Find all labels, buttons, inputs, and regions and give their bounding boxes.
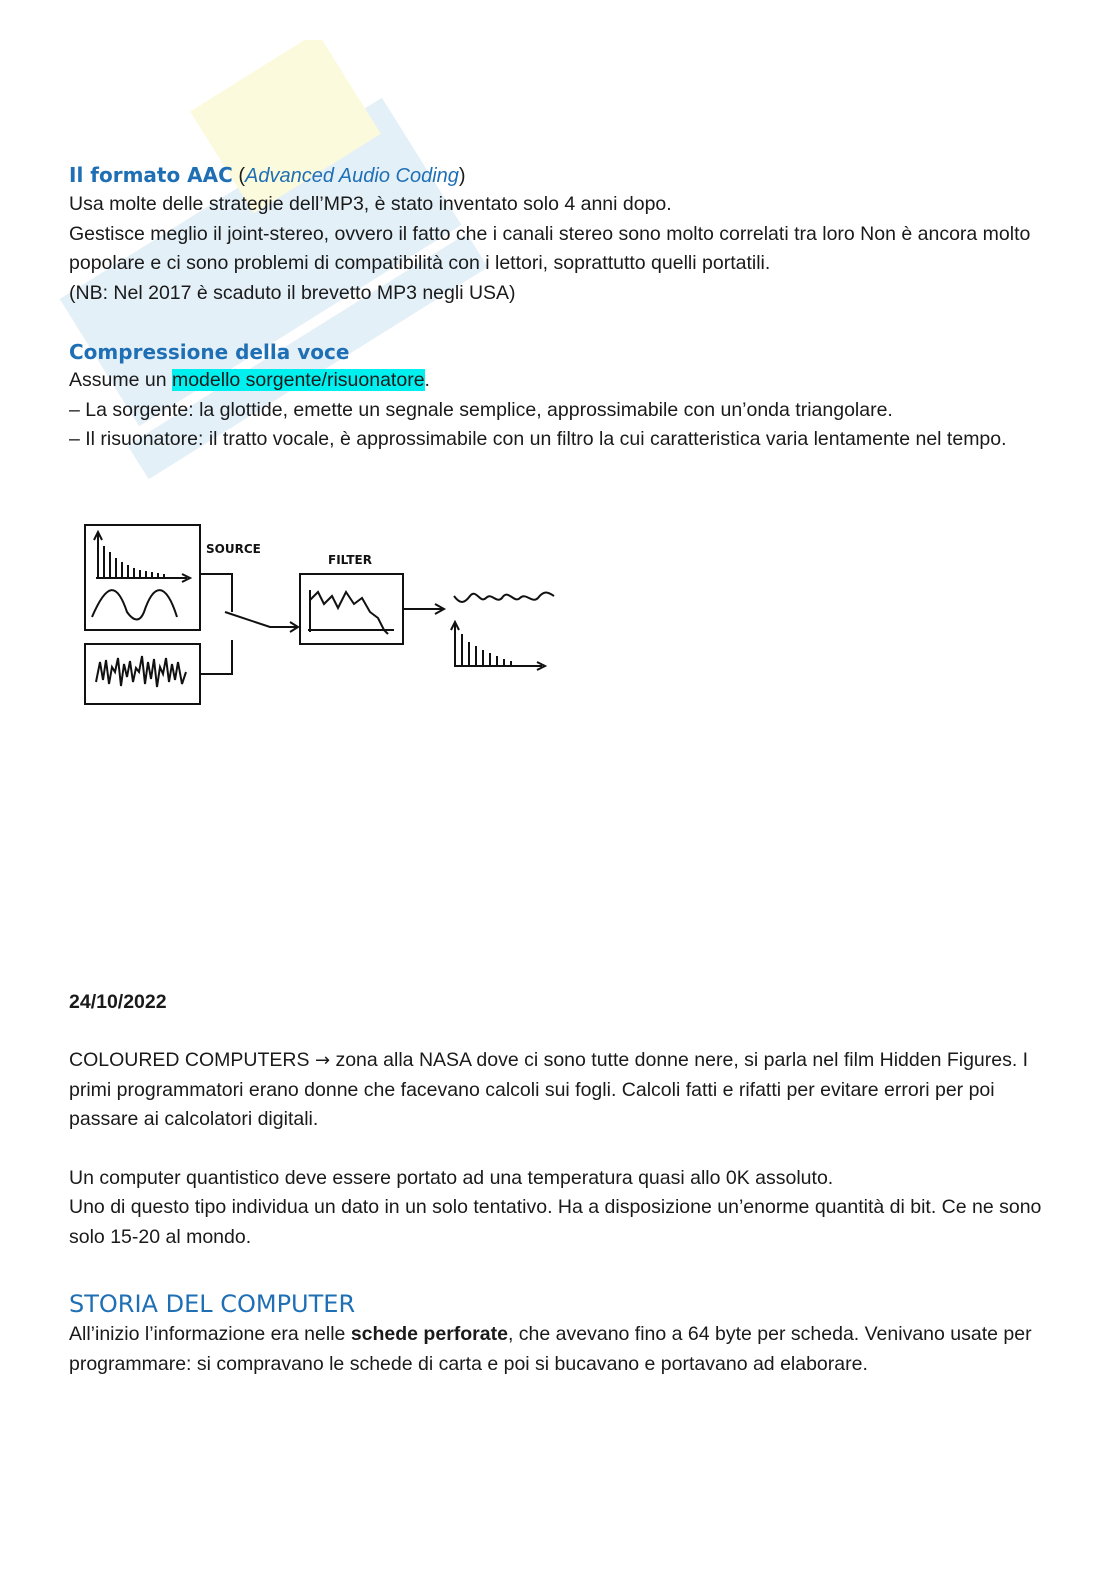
noise-connector — [200, 640, 232, 674]
quantum-line1: Un computer quantistico deve essere portato ad una temperatura quasi allo 0K assoluto. — [69, 1166, 834, 1189]
aac-heading-bold: Il formato AAC — [69, 163, 233, 187]
history-section — [69, 1288, 1044, 1379]
aac-heading-italic: Advanced Audio Coding — [245, 165, 459, 187]
aac-section — [69, 161, 1044, 308]
noise-waveform — [96, 656, 186, 687]
source-waveform — [92, 590, 177, 619]
filter-response — [310, 592, 388, 634]
coloured-computers-term: COLOURED COMPUTERS — [69, 1049, 310, 1071]
voice-intro-highlight: modello sorgente/risuonatore — [171, 369, 425, 391]
voice-intro — [69, 366, 1007, 396]
aac-heading-close: ) — [458, 165, 466, 187]
aac-heading-open: ( — [232, 165, 246, 187]
quantum-line2: Uno di questo tipo individua un dato in un solo tentativo. Ha a disposizione un’enorme quantità di bit. Ce ne sono solo 15-20 al mondo. — [69, 1196, 1042, 1248]
aac-line3: (NB: Nel 2017 è scaduto il brevetto MP3 negli USA) — [69, 281, 516, 304]
entry-date: 24/10/2022 — [69, 991, 167, 1013]
aac-heading — [69, 161, 1044, 190]
history-text-a: All’inizio l’informazione era nelle — [69, 1323, 351, 1345]
coloured-computers-paragraph — [69, 1046, 1044, 1135]
history-paragraph — [69, 1320, 1044, 1379]
voice-bullet-1: – La sorgente: la glottide, emette un segnale semplice, approssimabile con un’onda triangolare. — [69, 398, 893, 421]
entry-section — [69, 988, 1044, 1252]
history-heading: STORIA DEL COMPUTER — [69, 1290, 356, 1318]
voice-intro-end: . — [424, 369, 430, 391]
source-filter-diagram — [82, 522, 562, 712]
aac-line1: Usa molte delle strategie dell’MP3, è stato inventato solo 4 anni dopo. — [69, 193, 672, 215]
coloured-computers-text: zona alla NASA dove ci sono tutte donne nere, si parla nel film Hidden Figures. I primi programmatori erano donne che facevano calcoli sui fogli. Calcoli fatti e rifatti per evitare errori per poi passare ai calcolatori digitali. — [69, 1049, 1029, 1130]
history-text-bold: schede perforate — [350, 1323, 508, 1345]
voice-bullet-2: – Il risuonatore: il tratto vocale, è approssimabile con un filtro la cui caratteristica varia lentamente nel tempo. — [69, 428, 1007, 450]
source-label: SOURCE — [206, 542, 261, 556]
source-connector — [200, 574, 232, 612]
filter-label: FILTER — [328, 553, 372, 567]
switch-line — [225, 612, 297, 627]
voice-section — [69, 338, 1007, 455]
voice-intro-text: Assume un — [69, 369, 172, 391]
aac-line2: Gestisce meglio il joint-stereo, ovvero il fatto che i canali stereo sono molto correlati tra loro Non è ancora molto popolare e ci sono problemi di compatibilità con i lettori, soprattutto quelli portatili. — [69, 222, 1031, 274]
arrow-right-icon: → — [314, 1050, 331, 1071]
voice-heading: Compressione della voce — [69, 340, 350, 364]
history-text-b: , che avevano fino a 64 byte per scheda. Venivano usate per programmare: si compravano le schede di carta e poi si bucavano e portavano ad elaborare. — [69, 1323, 1032, 1375]
output-waveform — [454, 593, 554, 603]
